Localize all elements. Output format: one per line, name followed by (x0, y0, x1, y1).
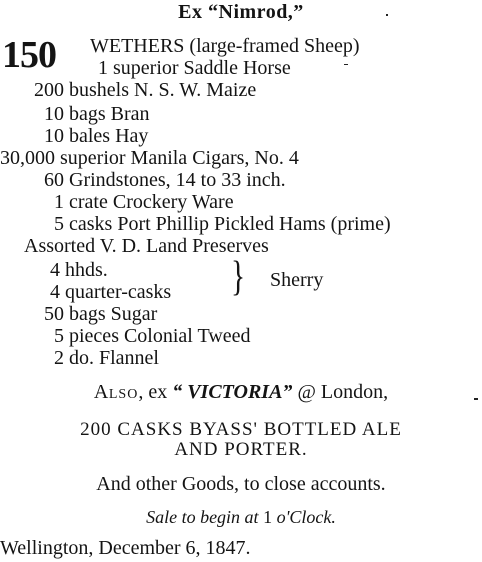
sale-hour: 1 (263, 507, 273, 527)
dateline: Wellington, December 6, 1847. (0, 537, 251, 559)
quarter-casks-line: 4 quarter-casks (50, 281, 172, 303)
print-speck (474, 398, 478, 400)
ship-name: “ VICTORIA” (172, 381, 293, 403)
other-goods-line: And other Goods, to close accounts. (96, 473, 386, 495)
also-ex-line (0, 382, 482, 402)
maize-line: 200 bushels N. S. W. Maize (34, 79, 257, 101)
sale-suffix: o'Clock. (272, 507, 336, 527)
port-text: @ London, (292, 381, 389, 403)
ale-line-1: 200 CASKS BYASS' BOTTLED ALE (80, 419, 402, 440)
ale-line-2: AND PORTER. (174, 439, 308, 460)
grindstones-line: 60 Grindstones, 14 to 33 inch. (44, 169, 286, 191)
also-ex-text: , ex (138, 381, 173, 403)
hay-line: 10 bales Hay (44, 125, 149, 147)
brace-symbol: } (231, 254, 246, 300)
hams-line: 5 casks Port Phillip Pickled Hams (prime) (54, 213, 391, 235)
hhds-line: 4 hhds. (50, 259, 108, 281)
cigars-line: 30,000 superior Manila Cigars, No. 4 (0, 147, 299, 169)
also-initial: A (93, 381, 109, 403)
flannel-line: 2 do. Flannel (54, 347, 159, 369)
sale-time-line (0, 508, 482, 526)
sale-prefix: Sale to begin at (146, 507, 264, 527)
bran-line: 10 bags Bran (44, 103, 150, 125)
also-small-caps: LSO (108, 387, 139, 402)
shipment-heading: Ex “Nimrod,” (178, 1, 304, 23)
print-speck (386, 14, 388, 16)
sugar-line: 50 bags Sugar (44, 303, 158, 325)
crockery-line: 1 crate Crockery Ware (54, 191, 234, 213)
wethers-line: WETHERS (large-framed Sheep) (90, 35, 360, 57)
saddle-horse-line: 1 superior Saddle Horse (98, 57, 291, 79)
sherry-label: Sherry (270, 269, 324, 291)
preserves-line: Assorted V. D. Land Preserves (24, 235, 269, 257)
tweed-line: 5 pieces Colonial Tweed (54, 325, 251, 347)
wethers-quantity: 150 (2, 34, 56, 76)
print-speck (344, 64, 348, 65)
